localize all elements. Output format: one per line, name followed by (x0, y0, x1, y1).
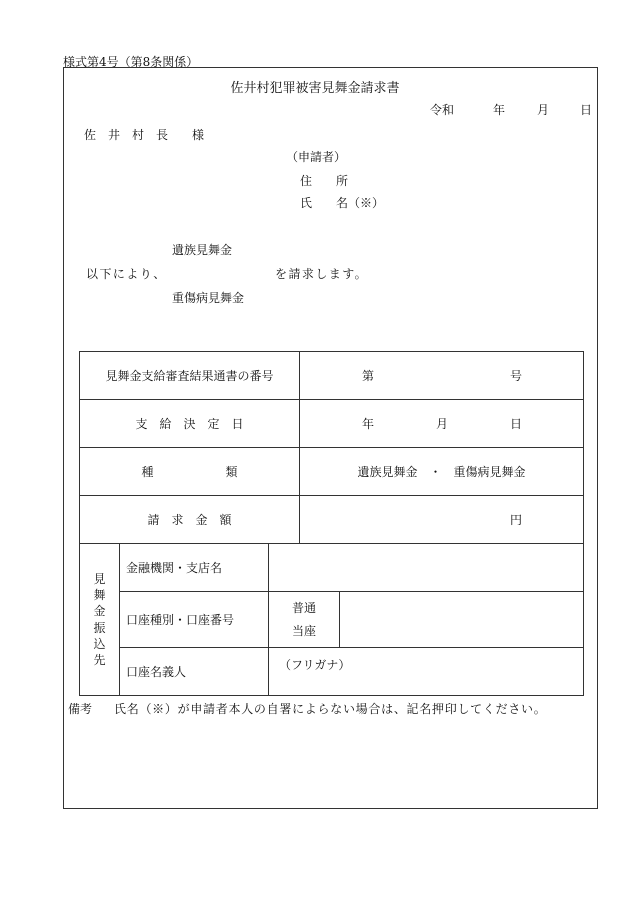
table-row (80, 496, 584, 544)
account-type-cell[interactable] (269, 592, 340, 648)
request-option-bereaved: 遺族見舞金 (172, 243, 233, 257)
date-era: 令和 (430, 103, 455, 117)
type-label: 種 類 (80, 448, 300, 496)
form-title: 佐井村犯罪被害見舞金請求書 (230, 81, 400, 96)
decision-date-label: 支 給 決 定 日 (80, 400, 300, 448)
account-number-field[interactable] (340, 592, 584, 648)
bank-branch-label: 金融機関・支店名 (120, 544, 269, 592)
account-type-ordinary: 普通 (292, 600, 317, 615)
table-row (80, 448, 584, 496)
notice-number-go: 号 (510, 369, 523, 383)
date-year-label: 年 (493, 103, 506, 117)
applicant-label: （申請者） (286, 150, 347, 164)
remarks-label: 備考 (68, 702, 93, 716)
account-label: 口座種別・口座番号 (120, 592, 269, 648)
table-row (80, 352, 584, 400)
date-month-label: 月 (537, 103, 550, 117)
table-row (80, 544, 584, 592)
bank-branch-field[interactable] (269, 544, 584, 592)
amount-unit: 円 (510, 513, 523, 527)
addressee: 佐 井 村 長 様 (84, 128, 205, 142)
bank-group-label-text: 見舞金振込先 (93, 571, 106, 667)
decision-year-label: 年 (362, 417, 375, 431)
holder-label: 口座名義人 (120, 648, 269, 696)
table-row (80, 592, 584, 648)
table-row (80, 400, 584, 448)
holder-furigana-label: （フリガナ） (279, 658, 351, 672)
notice-number-cell[interactable] (300, 352, 584, 400)
notice-number-label: 見舞金支給審査結果通書の番号 (80, 352, 300, 400)
holder-field[interactable] (269, 648, 584, 696)
table-row (80, 648, 584, 696)
request-suffix: を請求します。 (275, 267, 369, 281)
request-prefix: 以下により、 (86, 267, 167, 281)
amount-label: 請 求 金 額 (80, 496, 300, 544)
decision-month-label: 月 (436, 417, 449, 431)
date-day-label: 日 (580, 103, 593, 117)
remarks-text: 氏名（※）が申請者本人の自署によらない場合は、記名押印してください。 (114, 702, 547, 716)
form-number: 様式第4号（第8条関係） (63, 55, 199, 69)
amount-cell[interactable] (300, 496, 584, 544)
notice-number-dai: 第 (362, 369, 375, 383)
bank-group-label (80, 544, 120, 696)
applicant-address-label: 住 所 (300, 174, 349, 188)
request-option-injury: 重傷病見舞金 (172, 291, 245, 305)
applicant-name-label: 氏 名（※） (300, 196, 385, 210)
type-value[interactable]: 遺族見舞金 ・ 重傷病見舞金 (300, 448, 584, 496)
account-type-current: 当座 (292, 623, 317, 638)
decision-day-label: 日 (510, 417, 523, 431)
decision-date-cell[interactable] (300, 400, 584, 448)
request-table (79, 351, 584, 696)
